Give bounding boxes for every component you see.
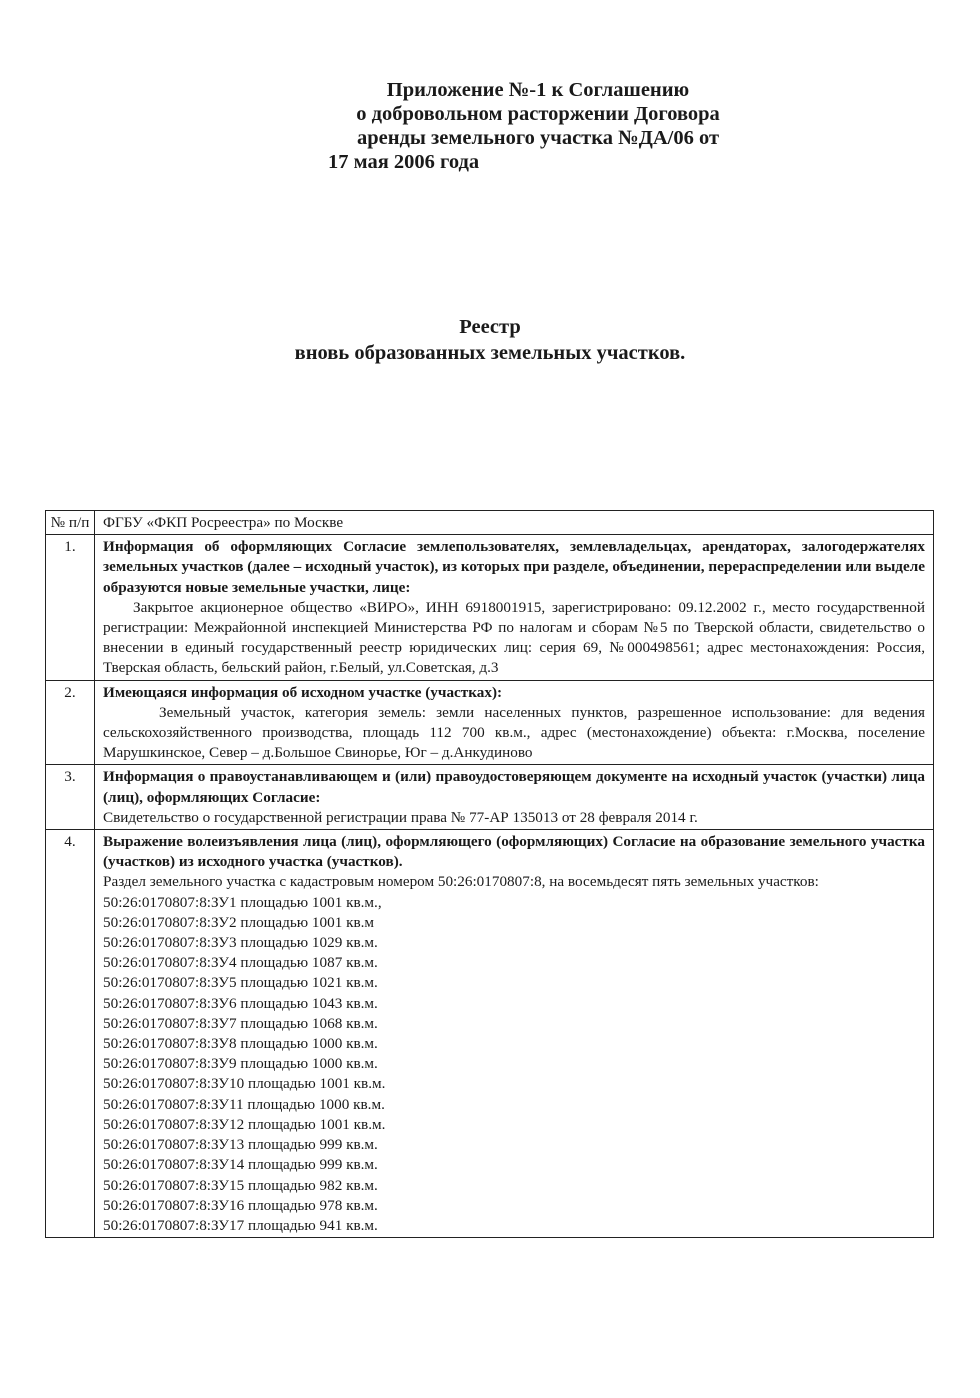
table-header-row — [46, 511, 934, 535]
title-line: 17 мая 2006 года — [328, 151, 480, 173]
plot-item: 50:26:0170807:8:ЗУ14 площадью 999 кв.м. — [103, 1156, 378, 1174]
registry-table — [45, 510, 934, 1238]
row-number: 1. — [46, 535, 95, 680]
plot-item: 50:26:0170807:8:ЗУ16 площадью 978 кв.м. — [103, 1196, 378, 1214]
table-row — [46, 765, 934, 830]
plot-item: 50:26:0170807:8:ЗУ5 площадью 1021 кв.м. — [103, 974, 378, 992]
plot-item: 50:26:0170807:8:ЗУ12 площадью 1001 кв.м. — [103, 1115, 386, 1133]
plot-item: 50:26:0170807:8:ЗУ1 площадью 1001 кв.м., — [103, 893, 382, 911]
plot-item: 50:26:0170807:8:ЗУ11 площадью 1000 кв.м. — [103, 1095, 385, 1113]
registry-heading — [180, 314, 800, 366]
plot-item: 50:26:0170807:8:ЗУ17 площадью 941 кв.м. — [103, 1216, 378, 1234]
plot-item: 50:26:0170807:8:ЗУ3 площадью 1029 кв.м. — [103, 934, 378, 952]
row-content — [95, 535, 934, 680]
plot-item: 50:26:0170807:8:ЗУ6 площадью 1043 кв.м. — [103, 994, 378, 1012]
title-line: о добровольном расторжении Договора — [356, 103, 720, 125]
plot-item: 50:26:0170807:8:ЗУ4 площадью 1087 кв.м. — [103, 954, 378, 972]
table-row — [46, 830, 934, 1238]
row-text: Закрытое акционерное общество «ВИРО», ИНН 6918001915, зарегистрировано: 09.12.2002 г., место государственной регистрации: Межрайонной инспекцией Министерства РФ по налогам и сборам №5 по Тверской области, свидетельство о внесении в единый государственный реестр юридических лиц: серия 69, №000498561; адрес местонахождения: Россия, Тверская область, бельский район, г.Белый, ул.Советская, д.3 — [103, 598, 925, 677]
row-text: Земельный участок, категория земель: земли населенных пунктов, разрешенное использование: для ведения сельскохозяйственного производства, площадь 112 700 кв.м., адрес (местонахождение) объекта: г.Москва, поселение Марушкинское, Север – д.Большое Свинорье, Юг – д.Анкудиново — [103, 703, 925, 762]
table-row — [46, 535, 934, 680]
registry-title: Реестр — [459, 316, 521, 338]
plot-item: 50:26:0170807:8:ЗУ10 площадью 1001 кв.м. — [103, 1075, 386, 1093]
row-text: Раздел земельного участка с кадастровым номером 50:26:0170807:8, на восемьдесят пять земельных участков: — [103, 873, 819, 891]
document-title — [318, 78, 758, 174]
row-heading: Выражение волеизъявления лица (лиц), оформляющего (оформляющих) Согласие на образование земельного участка (участков) из исходного участка (участков). — [103, 833, 925, 871]
row-heading: Информация об оформляющих Согласие землепользователях, землевладельцах, арендаторах, залогодержателях земельных участков (далее – исходный участок), из которых при разделе, объединении, перераспределении или выделе образуются новые земельные участки, лице: — [103, 538, 925, 596]
row-heading: Информация о правоустанавливающем и (или) правоудостоверяющем документе на исходный участок (участки) лица (лиц), оформляющих Согласие: — [103, 768, 925, 806]
row-number: 2. — [46, 680, 95, 765]
row-content — [95, 680, 934, 765]
header-org-cell: ФГБУ «ФКП Росреестра» по Москве — [95, 511, 934, 535]
table-row — [46, 680, 934, 765]
row-content — [95, 830, 934, 1238]
row-number: 4. — [46, 830, 95, 1238]
plot-item: 50:26:0170807:8:ЗУ2 площадью 1001 кв.м — [103, 913, 375, 931]
plot-item: 50:26:0170807:8:ЗУ13 площадью 999 кв.м. — [103, 1136, 378, 1154]
plot-list — [103, 893, 925, 1236]
plot-item: 50:26:0170807:8:ЗУ7 площадью 1068 кв.м. — [103, 1014, 378, 1032]
row-number: 3. — [46, 765, 95, 830]
plot-item: 50:26:0170807:8:ЗУ9 площадью 1000 кв.м. — [103, 1055, 378, 1073]
plot-item: 50:26:0170807:8:ЗУ15 площадью 982 кв.м. — [103, 1176, 378, 1194]
row-heading: Имеющаяся информация об исходном участке (участках): — [103, 683, 503, 701]
registry-subtitle: вновь образованных земельных участков. — [294, 342, 686, 364]
row-text: Свидетельство о государственной регистрации права № 77-АР 135013 от 28 февраля 2014 г. — [103, 808, 698, 826]
title-line: Приложение №-1 к Соглашению — [386, 79, 690, 101]
title-line: аренды земельного участка №ДА/06 от — [356, 127, 720, 149]
header-num-cell: № п/п — [46, 511, 95, 535]
plot-item: 50:26:0170807:8:ЗУ8 площадью 1000 кв.м. — [103, 1035, 378, 1053]
row-content — [95, 765, 934, 830]
